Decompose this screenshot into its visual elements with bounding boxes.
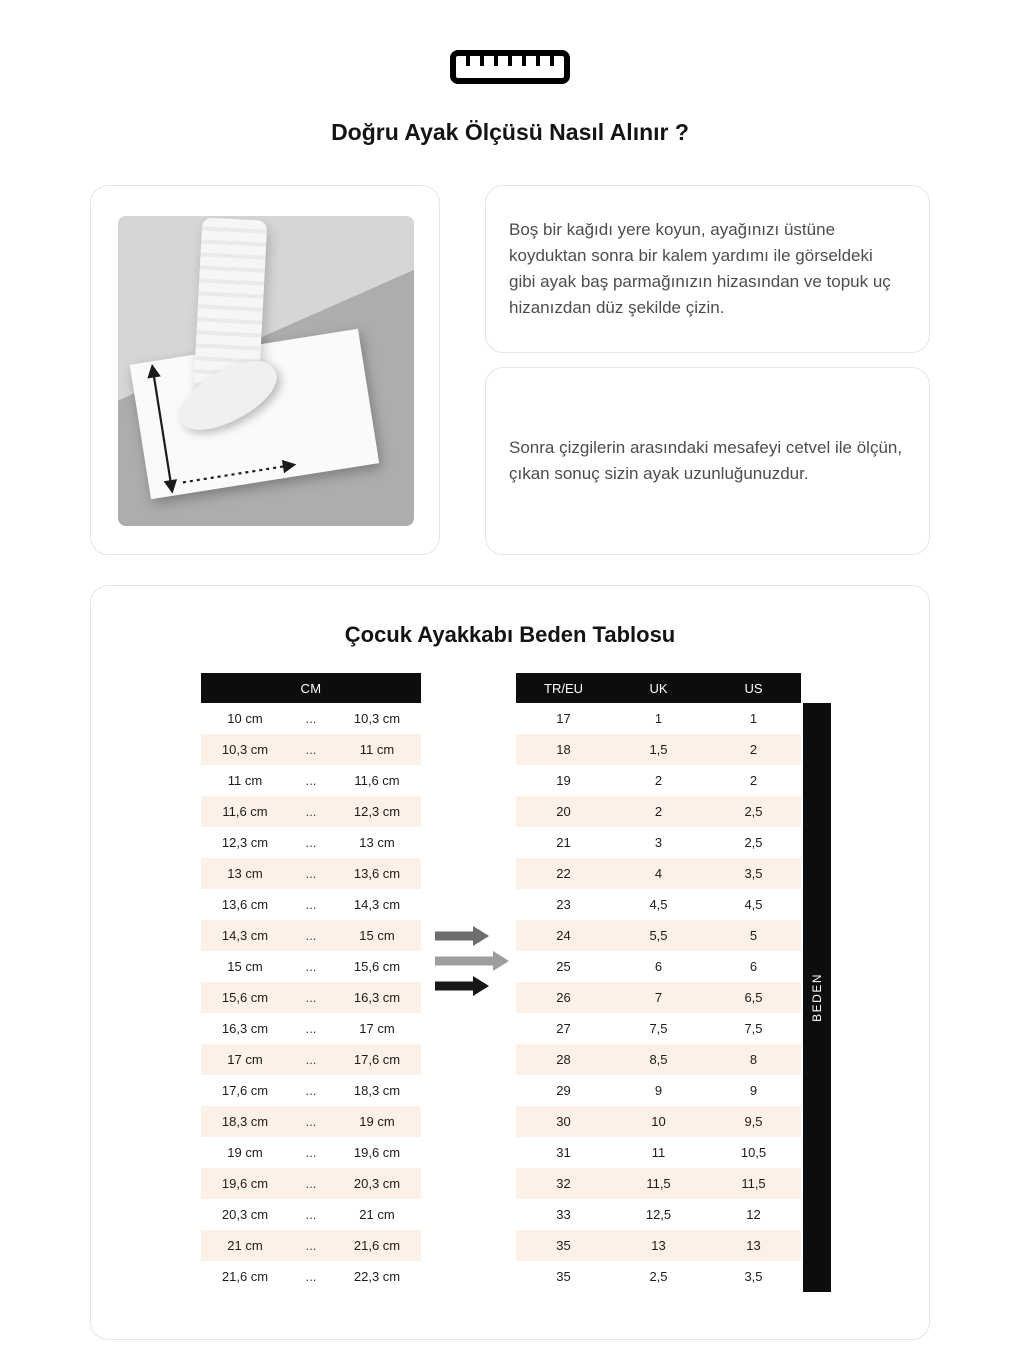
- cm-range-row: [201, 734, 421, 765]
- cm-range-row: [201, 951, 421, 982]
- size-conversion-row: [516, 1044, 801, 1075]
- instruction-card-1: [485, 185, 930, 353]
- uk-value: 7: [654, 990, 663, 1005]
- size-conversion-row: [516, 1230, 801, 1261]
- tr-eu-value: 19: [556, 773, 571, 788]
- cm-table-body: [201, 703, 421, 1292]
- cm-range-row: [201, 796, 421, 827]
- cm-max-value: 18,3 cm: [353, 1083, 401, 1098]
- cm-range-row: [201, 1013, 421, 1044]
- us-value: 6: [749, 959, 758, 974]
- cm-range-row: [201, 765, 421, 796]
- size-conversion-row: [516, 1261, 801, 1292]
- column-header-uk: UK: [649, 680, 668, 696]
- size-conversion-row: [516, 1075, 801, 1106]
- cm-table-header: CM: [201, 673, 421, 703]
- size-conversion-row: [516, 1013, 801, 1044]
- range-dots: ...: [305, 1021, 317, 1036]
- cm-min-value: 16,3 cm: [221, 1021, 269, 1036]
- beden-label-text: BEDEN: [810, 973, 824, 1022]
- conversion-arrows-icon: [433, 925, 513, 997]
- uk-value: 8,5: [649, 1052, 668, 1067]
- cm-range-row: [201, 920, 421, 951]
- us-value: 10,5: [740, 1145, 767, 1160]
- uk-value: 9: [654, 1083, 663, 1098]
- cm-min-value: 13,6 cm: [221, 897, 269, 912]
- page-title: Doğru Ayak Ölçüsü Nasıl Alınır ?: [331, 119, 689, 145]
- tr-eu-value: 35: [556, 1238, 571, 1253]
- us-value: 2,5: [744, 804, 763, 819]
- range-dots: ...: [305, 1176, 317, 1191]
- cm-range-row: [201, 1137, 421, 1168]
- range-dots: ...: [305, 1083, 317, 1098]
- size-table-card: [90, 585, 930, 1340]
- size-conversion-row: [516, 703, 801, 734]
- us-value: 3,5: [744, 866, 763, 881]
- tr-eu-value: 21: [556, 835, 571, 850]
- uk-value: 4: [654, 866, 663, 881]
- cm-min-value: 15 cm: [227, 959, 263, 974]
- cm-min-value: 15,6 cm: [221, 990, 269, 1005]
- foot-photo-card: [90, 185, 440, 555]
- size-table-title: Çocuk Ayakkabı Beden Tablosu: [344, 622, 676, 647]
- cm-range-row: [201, 982, 421, 1013]
- cm-range-row: [201, 1261, 421, 1292]
- range-dots: ...: [305, 773, 317, 788]
- tr-eu-value: 27: [556, 1021, 571, 1036]
- us-value: 9: [749, 1083, 758, 1098]
- instruction-step-1-text: Boş bir kağıdı yere koyun, ayağınızı üstüne koyduktan sonra bir kalem yardımı ile görseldeki gibi ayak baş parmağınızın hizasından ve topuk uç hizanızdan düz şekilde çizin.: [509, 220, 891, 317]
- cm-max-value: 11,6 cm: [354, 773, 400, 788]
- cm-range-row: [201, 889, 421, 920]
- size-conversion-row: [516, 889, 801, 920]
- tr-eu-value: 30: [556, 1114, 571, 1129]
- uk-value: 3: [654, 835, 663, 850]
- uk-value: 11,5: [646, 1176, 671, 1191]
- uk-value: 13: [651, 1238, 666, 1253]
- uk-value: 12,5: [645, 1207, 672, 1222]
- size-conversion-row: [516, 858, 801, 889]
- cm-min-value: 11,6 cm: [222, 804, 268, 819]
- uk-value: 11: [651, 1145, 666, 1160]
- tr-eu-value: 22: [556, 866, 571, 881]
- range-dots: ...: [305, 959, 317, 974]
- us-value: 3,5: [744, 1269, 763, 1284]
- cm-max-value: 21 cm: [359, 1207, 395, 1222]
- cm-max-value: 15,6 cm: [353, 959, 401, 974]
- cm-max-value: 13 cm: [359, 835, 395, 850]
- cm-max-value: 13,6 cm: [353, 866, 401, 881]
- cm-max-value: 19 cm: [359, 1114, 395, 1129]
- size-table-body: [516, 703, 801, 1292]
- range-dots: ...: [305, 897, 317, 912]
- cm-max-value: 20,3 cm: [353, 1176, 401, 1191]
- tr-eu-value: 24: [556, 928, 571, 943]
- tr-eu-value: 26: [556, 990, 571, 1005]
- us-value: 1: [749, 711, 758, 726]
- range-dots: ...: [305, 866, 317, 881]
- cm-max-value: 16,3 cm: [353, 990, 401, 1005]
- size-conversion-row: [516, 1137, 801, 1168]
- range-dots: ...: [305, 1145, 317, 1160]
- uk-value: 4,5: [649, 897, 668, 912]
- us-value: 9,5: [744, 1114, 763, 1129]
- cm-range-row: [201, 1075, 421, 1106]
- cm-max-value: 21,6 cm: [353, 1238, 401, 1253]
- tr-eu-value: 25: [556, 959, 571, 974]
- tr-eu-value: 20: [556, 804, 571, 819]
- us-value: 2: [749, 742, 758, 757]
- us-value: 7,5: [744, 1021, 763, 1036]
- tr-eu-value: 29: [556, 1083, 571, 1098]
- uk-value: 2: [654, 804, 663, 819]
- us-value: 13: [746, 1238, 761, 1253]
- tr-eu-value: 33: [556, 1207, 571, 1222]
- us-value: 8: [749, 1052, 758, 1067]
- tr-eu-value: 35: [556, 1269, 571, 1284]
- cm-min-value: 18,3 cm: [221, 1114, 269, 1129]
- cm-range-row: [201, 827, 421, 858]
- size-conversion-row: [516, 951, 801, 982]
- size-conversion-row: [516, 827, 801, 858]
- range-dots: ...: [305, 835, 317, 850]
- uk-value: 1: [654, 711, 663, 726]
- cm-min-value: 12,3 cm: [221, 835, 269, 850]
- cm-max-value: 17,6 cm: [353, 1052, 401, 1067]
- uk-value: 1,5: [649, 742, 668, 757]
- size-table-area: [91, 673, 929, 1298]
- cm-max-value: 22,3 cm: [353, 1269, 401, 1284]
- range-dots: ...: [305, 1114, 317, 1129]
- cm-max-value: 12,3 cm: [353, 804, 401, 819]
- cm-min-value: 19 cm: [227, 1145, 263, 1160]
- uk-value: 2: [654, 773, 663, 788]
- cm-min-value: 20,3 cm: [221, 1207, 269, 1222]
- tr-eu-value: 17: [556, 711, 571, 726]
- cm-range-row: [201, 1106, 421, 1137]
- us-value: 11,5: [741, 1176, 766, 1191]
- cm-min-value: 17,6 cm: [221, 1083, 269, 1098]
- range-dots: ...: [305, 804, 317, 819]
- foot-measurement-photo: [118, 216, 414, 526]
- size-conversion-row: [516, 982, 801, 1013]
- cm-min-value: 17 cm: [227, 1052, 263, 1067]
- size-conversion-row: [516, 734, 801, 765]
- uk-value: 6: [654, 959, 663, 974]
- range-dots: ...: [305, 990, 317, 1005]
- cm-min-value: 21 cm: [227, 1238, 263, 1253]
- cm-min-value: 13 cm: [227, 866, 263, 881]
- us-value: 4,5: [744, 897, 763, 912]
- ruler-icon: [0, 50, 1020, 84]
- range-dots: ...: [305, 1207, 317, 1222]
- size-conversion-row: [516, 765, 801, 796]
- uk-value: 7,5: [649, 1021, 668, 1036]
- range-dots: ...: [305, 1238, 317, 1253]
- us-value: 2: [749, 773, 758, 788]
- cm-range-row: [201, 1230, 421, 1261]
- us-value: 2,5: [744, 835, 763, 850]
- tr-eu-value: 31: [556, 1145, 571, 1160]
- cm-min-value: 19,6 cm: [221, 1176, 269, 1191]
- tr-eu-value: 18: [556, 742, 571, 757]
- cm-range-table: [201, 673, 421, 1292]
- uk-value: 5,5: [649, 928, 668, 943]
- cm-range-row: [201, 703, 421, 734]
- tr-eu-value: 23: [556, 897, 571, 912]
- cm-range-row: [201, 858, 421, 889]
- cm-range-row: [201, 1044, 421, 1075]
- instruction-card-2: [485, 367, 930, 555]
- size-conversion-row: [516, 796, 801, 827]
- cm-min-value: 21,6 cm: [221, 1269, 269, 1284]
- range-dots: ...: [305, 742, 317, 757]
- cm-max-value: 19,6 cm: [353, 1145, 401, 1160]
- size-conversion-row: [516, 1106, 801, 1137]
- range-dots: ...: [305, 711, 317, 726]
- range-dots: ...: [305, 1269, 317, 1284]
- cm-max-value: 10,3 cm: [353, 711, 401, 726]
- range-dots: ...: [305, 1052, 317, 1067]
- range-dots: ...: [305, 928, 317, 943]
- instruction-step-2-text: Sonra çizgilerin arasındaki mesafeyi cetvel ile ölçün, çıkan sonuç sizin ayak uzunluğunuzdur.: [509, 438, 903, 483]
- size-table-header: [516, 673, 801, 703]
- us-value: 12: [746, 1207, 761, 1222]
- cm-max-value: 17 cm: [359, 1021, 395, 1036]
- cm-min-value: 14,3 cm: [221, 928, 269, 943]
- cm-min-value: 10 cm: [227, 711, 263, 726]
- cm-range-row: [201, 1168, 421, 1199]
- cm-max-value: 14,3 cm: [353, 897, 401, 912]
- us-value: 5: [749, 928, 758, 943]
- beden-side-label: [803, 703, 831, 1292]
- cm-range-row: [201, 1199, 421, 1230]
- tr-eu-value: 28: [556, 1052, 571, 1067]
- cm-min-value: 10,3 cm: [221, 742, 269, 757]
- column-header-tr-eu: TR/EU: [544, 680, 583, 696]
- uk-value: 2,5: [649, 1269, 668, 1284]
- cm-min-value: 11 cm: [227, 773, 263, 788]
- size-conversion-row: [516, 920, 801, 951]
- us-value: 6,5: [744, 990, 763, 1005]
- tr-eu-value: 32: [556, 1176, 571, 1191]
- cm-max-value: 11 cm: [359, 742, 395, 757]
- uk-value: 10: [651, 1114, 666, 1129]
- size-conversion-row: [516, 1199, 801, 1230]
- size-conversion-table: [516, 673, 801, 1292]
- column-header-us: US: [744, 680, 763, 696]
- size-conversion-row: [516, 1168, 801, 1199]
- cm-max-value: 15 cm: [359, 928, 395, 943]
